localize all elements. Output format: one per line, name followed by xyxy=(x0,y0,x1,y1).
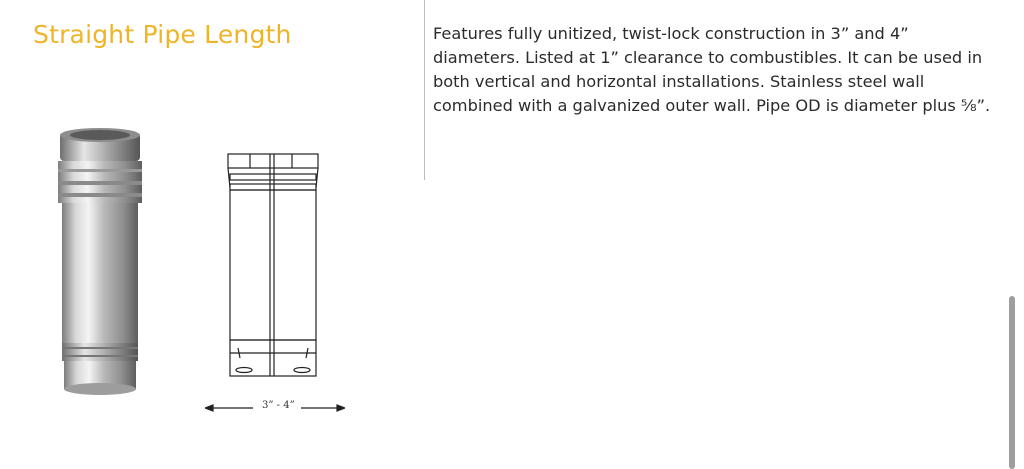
pipe-photo xyxy=(50,125,150,405)
column-divider xyxy=(424,0,425,180)
scrollbar[interactable] xyxy=(1009,296,1015,469)
product-description: Features fully unitized, twist-lock construction in 3” and 4” diameters. Listed at 1” clearance to combustibles. It can be used in both vertical and horizontal installations. Stainless steel wall combined with a galvanized outer wall. Pipe OD is diameter plus ⅝”. xyxy=(433,24,991,115)
dimension-label: 3” - 4” xyxy=(262,400,295,411)
pipe-line-drawing xyxy=(200,148,330,388)
section-title: Straight Pipe Length xyxy=(33,20,292,49)
